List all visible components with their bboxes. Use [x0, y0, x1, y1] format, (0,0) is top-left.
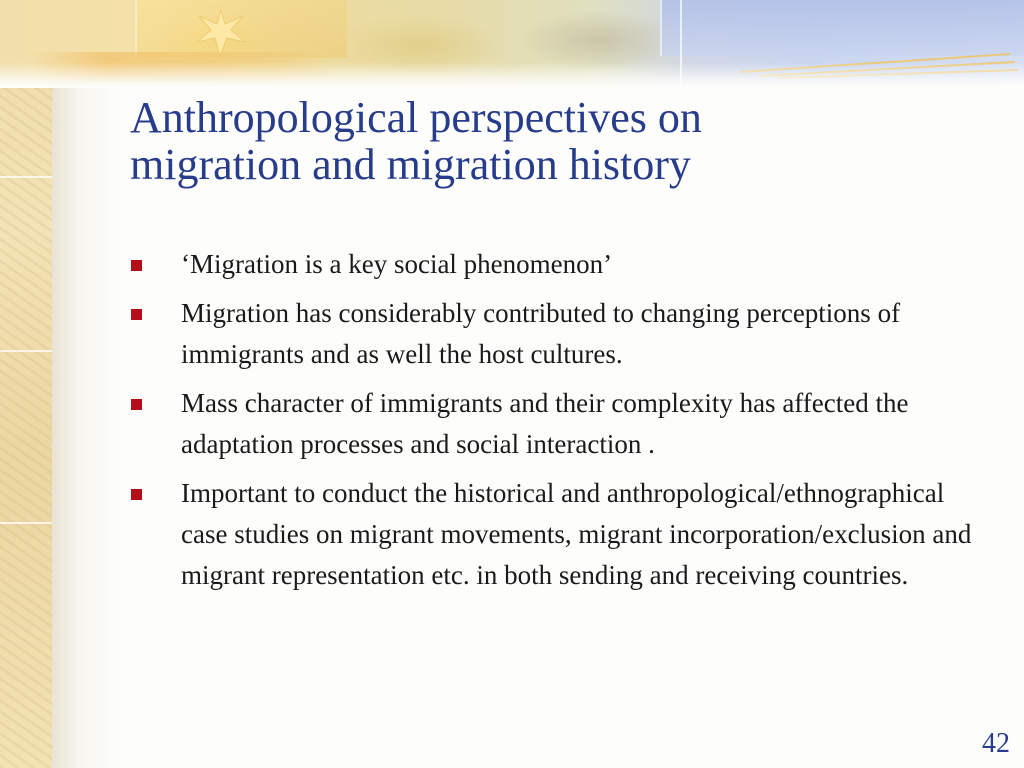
bullet-item — [130, 293, 990, 375]
strip-seam — [0, 350, 52, 352]
bullet-item — [130, 383, 990, 465]
square-bullet-icon — [131, 489, 142, 500]
top-decorative-band — [0, 0, 1024, 88]
leaf-icon — [185, 8, 255, 58]
bullet-text: Migration has considerably contributed to changing perceptions of immigrants and as well the host cultures. — [181, 298, 901, 369]
square-bullet-icon — [131, 399, 142, 410]
decor-panel-right — [660, 0, 1024, 56]
strip-shadow — [52, 0, 122, 768]
strip-seam — [0, 176, 52, 178]
square-bullet-icon — [131, 309, 142, 320]
bullet-text: Important to conduct the historical and anthropological/ethnographical case studies on migrant movements, migrant incorporation/exclusion and migrant representation etc. in both sending and receiving countries. — [181, 478, 972, 590]
bullet-text: Mass character of immigrants and their complexity has affected the adaptation processes and social interaction . — [181, 388, 909, 459]
page-number: 42 — [982, 728, 1010, 759]
bullet-text: ‘Migration is a key social phenomenon’ — [181, 249, 613, 279]
square-bullet-icon — [131, 260, 142, 271]
bullet-item — [130, 244, 990, 285]
strip-seam — [0, 522, 52, 524]
bullet-list — [130, 244, 990, 604]
slide-title — [130, 94, 990, 188]
band-fade — [0, 62, 1024, 88]
bullet-item — [130, 473, 990, 596]
title-line: migration and migration history — [130, 140, 691, 189]
left-texture-strip — [0, 0, 52, 768]
title-line: Anthropological perspectives on — [130, 93, 702, 142]
